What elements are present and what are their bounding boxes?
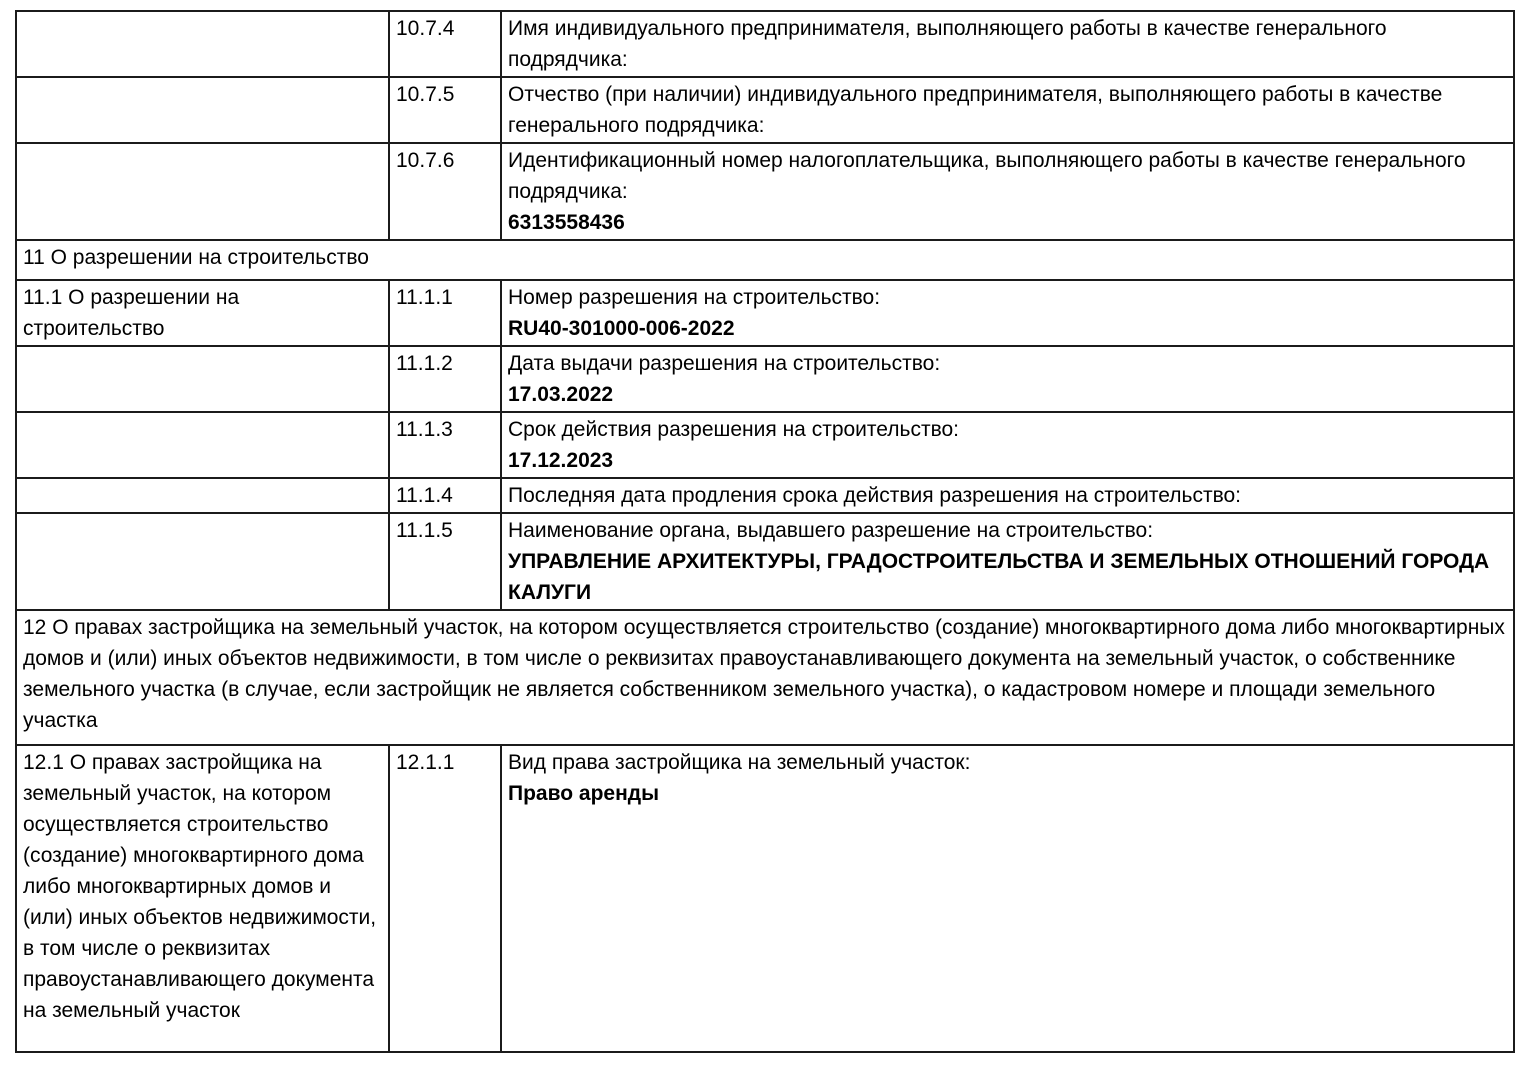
field-value: RU40-301000-006-2022 [508, 317, 735, 340]
field-value: 17.12.2023 [508, 449, 614, 472]
table-row [16, 513, 1514, 610]
field-value: УПРАВЛЕНИЕ АРХИТЕКТУРЫ, ГРАДОСТРОИТЕЛЬСТВА И ЗЕМЕЛЬНЫХ ОТНОШЕНИЙ ГОРОДА КАЛУГИ [508, 550, 1490, 604]
topic-cell [16, 412, 389, 478]
declaration-table [15, 10, 1515, 1053]
content-cell [501, 513, 1514, 610]
table-row [16, 412, 1514, 478]
content-cell [501, 745, 1514, 1052]
topic-cell [16, 11, 389, 77]
field-label: Идентификационный номер налогоплательщика, выполняющего работы в качестве генерального подрядчика: [508, 149, 1466, 203]
content-cell [501, 478, 1514, 513]
table-row [16, 77, 1514, 143]
field-value: Право аренды [508, 782, 660, 805]
item-number-cell: 11.1.2 [389, 346, 501, 412]
table-row [16, 346, 1514, 412]
table-row [16, 280, 1514, 346]
content-cell [501, 280, 1514, 346]
field-label: Дата выдачи разрешения на строительство: [508, 352, 941, 375]
field-label: Наименование органа, выдавшего разрешение на строительство: [508, 519, 1154, 542]
item-number-cell: 11.1.5 [389, 513, 501, 610]
item-number-cell: 10.7.4 [389, 11, 501, 77]
field-label: Срок действия разрешения на строительство: [508, 418, 960, 441]
topic-cell: 12.1 О правах застройщика на земельный участок, на котором осуществляется строительство (создание) многоквартирного дома либо многоквартирных домов и (или) иных объектов недвижимости, в том числе о реквизитах правоустанавливающего документа на земельный участок [16, 745, 389, 1052]
content-cell [501, 143, 1514, 240]
content-cell [501, 11, 1514, 77]
section-header: 11 О разрешении на строительство [16, 240, 1514, 280]
topic-cell [16, 77, 389, 143]
table-row [16, 478, 1514, 513]
field-label: Имя индивидуального предпринимателя, выполняющего работы в качестве генерального подрядчика: [508, 17, 1387, 71]
section-row [16, 610, 1514, 745]
content-cell [501, 346, 1514, 412]
item-number-cell: 11.1.1 [389, 280, 501, 346]
content-cell [501, 412, 1514, 478]
table-row [16, 143, 1514, 240]
topic-cell [16, 346, 389, 412]
table-row [16, 11, 1514, 77]
section-row [16, 240, 1514, 280]
field-value: 6313558436 [508, 211, 625, 234]
topic-cell [16, 478, 389, 513]
field-label: Отчество (при наличии) индивидуального предпринимателя, выполняющего работы в качестве генерального подрядчика: [508, 83, 1443, 137]
field-label: Номер разрешения на строительство: [508, 286, 881, 309]
section-header: 12 О правах застройщика на земельный участок, на котором осуществляется строительство (создание) многоквартирного дома либо многоквартирных домов и (или) иных объектов недвижимости, в том числе о реквизитах правоустанавливающего документа на земельный участок, о собственнике земельного участка (в случае, если застройщик не является собственником земельного участка), о кадастровом номере и площади земельного участка [16, 610, 1514, 745]
item-number-cell: 10.7.6 [389, 143, 501, 240]
table-row [16, 745, 1514, 1052]
topic-cell [16, 143, 389, 240]
item-number-cell: 10.7.5 [389, 77, 501, 143]
field-label: Последняя дата продления срока действия разрешения на строительство: [508, 484, 1242, 507]
field-label: Вид права застройщика на земельный участок: [508, 751, 971, 774]
topic-cell: 11.1 О разрешении на строительство [16, 280, 389, 346]
field-value: 17.03.2022 [508, 383, 614, 406]
content-cell [501, 77, 1514, 143]
topic-cell [16, 513, 389, 610]
item-number-cell: 11.1.3 [389, 412, 501, 478]
item-number-cell: 12.1.1 [389, 745, 501, 1052]
item-number-cell: 11.1.4 [389, 478, 501, 513]
